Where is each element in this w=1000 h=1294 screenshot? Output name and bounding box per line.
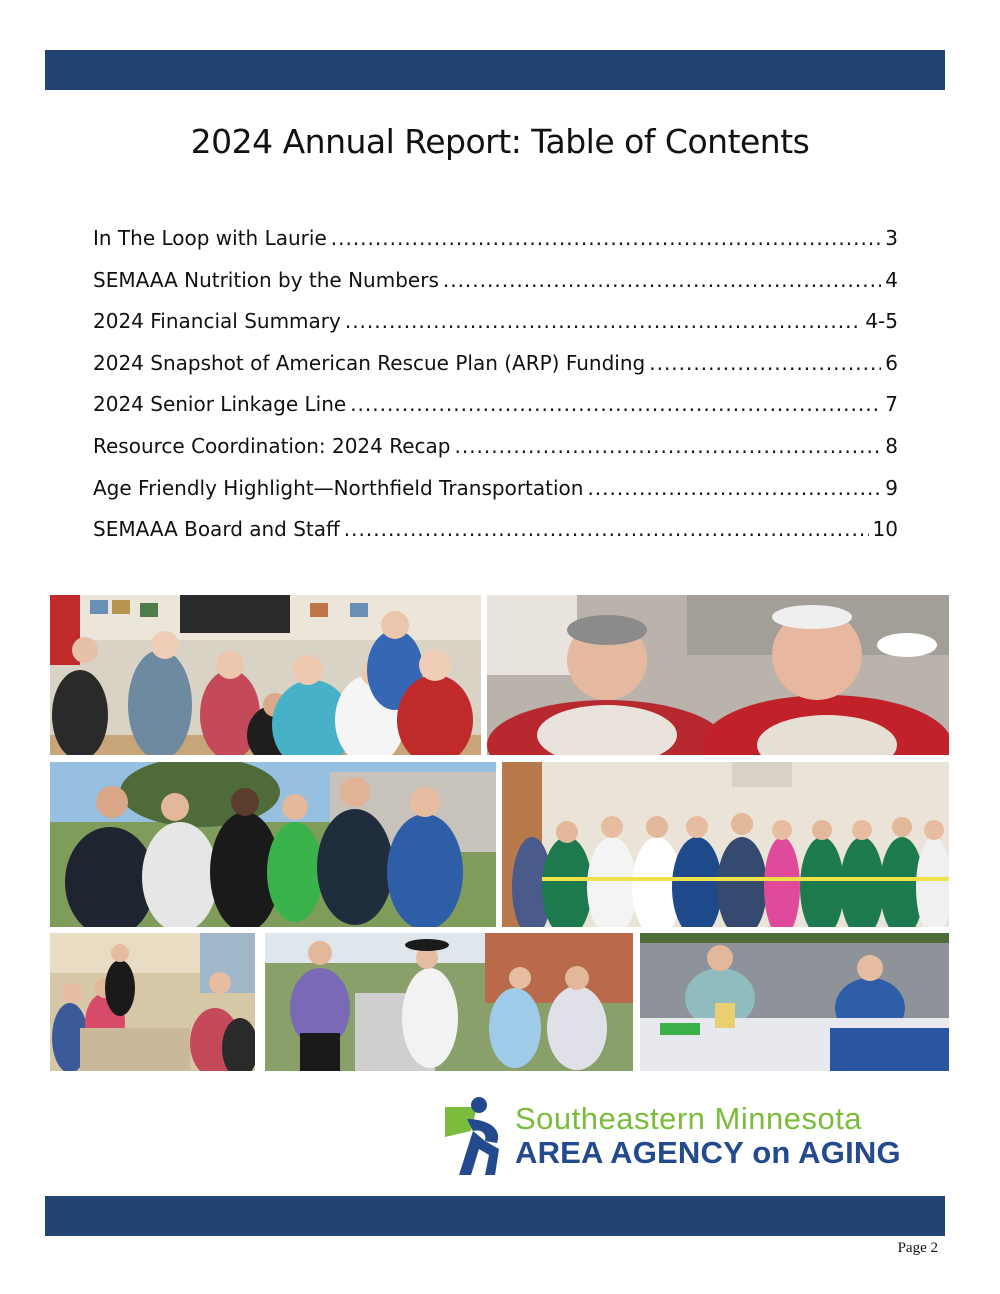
toc-entry-page: 6 (885, 350, 898, 375)
toc-entry-page: 8 (885, 433, 898, 458)
toc-entry-title: 2024 Snapshot of American Rescue Plan (ARP) Funding (93, 350, 646, 375)
photo-walking-group (265, 933, 633, 1071)
toc-entry[interactable] (93, 392, 898, 434)
toc-entry[interactable] (93, 268, 898, 310)
logo-line-1: Southeastern Minnesota (515, 1101, 863, 1136)
toc-leader-dots (587, 476, 881, 500)
photo-outreach-booth (640, 933, 949, 1071)
photo-crafts-table (50, 933, 255, 1071)
photo-couple-smiling (487, 595, 949, 755)
logo-figure-icon (445, 1097, 507, 1177)
agency-logo (445, 1095, 945, 1180)
table-of-contents (93, 226, 898, 559)
page-title: 2024 Annual Report: Table of Contents (190, 122, 810, 161)
toc-entry-page: 9 (885, 475, 898, 500)
toc-entry-title: Resource Coordination: 2024 Recap (93, 433, 451, 458)
toc-entry-title: 2024 Financial Summary (93, 309, 341, 334)
toc-entry-title: SEMAAA Board and Staff (93, 517, 340, 542)
toc-entry-title: 2024 Senior Linkage Line (93, 392, 347, 417)
toc-leader-dots (344, 517, 869, 541)
page-number: Page 2 (897, 1240, 938, 1256)
toc-entry[interactable] (93, 434, 898, 476)
toc-entry-page: 7 (885, 392, 898, 417)
toc-entry-title: SEMAAA Nutrition by the Numbers (93, 267, 439, 292)
toc-entry-page: 4-5 (865, 309, 898, 334)
toc-entry[interactable] (93, 226, 898, 268)
toc-leader-dots (350, 392, 881, 416)
toc-entry[interactable] (93, 476, 898, 518)
photo-volunteer-cleanup (50, 762, 496, 927)
toc-leader-dots (345, 309, 861, 333)
toc-entry-page: 3 (885, 226, 898, 250)
toc-entry-title: Age Friendly Highlight—Northfield Transportation (93, 475, 584, 500)
logo-line-2: AREA AGENCY on AGING (515, 1135, 901, 1170)
toc-leader-dots (454, 434, 881, 458)
photo-ribbon-cutting (502, 762, 949, 927)
toc-entry-title: In The Loop with Laurie (93, 226, 327, 250)
toc-leader-dots (443, 268, 881, 292)
toc-leader-dots (649, 351, 881, 375)
toc-entry-page: 10 (872, 517, 898, 542)
bottom-footer-band (45, 1196, 945, 1236)
photo-art-class-group (50, 595, 481, 755)
toc-entry[interactable] (93, 517, 898, 559)
toc-leader-dots (331, 226, 882, 250)
toc-entry-page: 4 (885, 267, 898, 292)
toc-entry[interactable] (93, 309, 898, 351)
toc-entry[interactable] (93, 351, 898, 393)
top-header-band (45, 50, 945, 90)
